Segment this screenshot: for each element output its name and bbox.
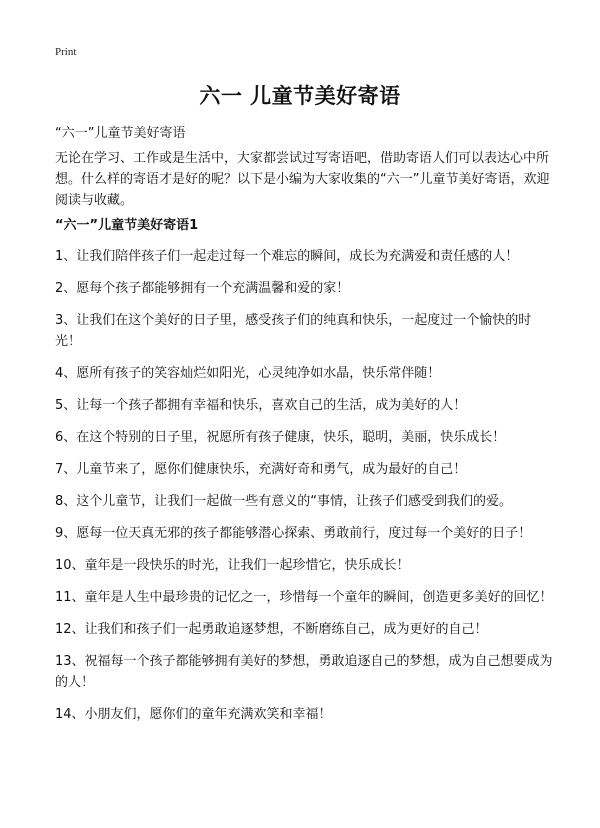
list-item: 11、童年是人生中最珍贵的记忆之一，珍惜每一个童年的瞬间，创造更多美好的回忆！ [55,590,553,605]
list-item: 3、让我们在这个美好的日子里，感受孩子们的纯真和快乐，一起度过一个愉快的时光！ [55,313,532,349]
wish-list [55,246,555,736]
list-item: 5、让每一个孩子都拥有幸福和快乐，喜欢自己的生活，成为美好的人！ [55,398,467,413]
list-item: 2、愿每个孩子都能够拥有一个充满温馨和爱的家！ [55,281,350,296]
print-link[interactable]: Print [55,46,77,58]
list-item: 14、小朋友们，愿你们的童年充满欢笑和幸福！ [55,707,332,722]
list-item: 13、祝福每一个孩子都能够拥有美好的梦想，勇敢追逐自己的梦想，成为自己想要成为的人！ [55,654,553,690]
page-title: 六一 儿童节美好寄语 [199,84,401,108]
intro-paragraph: 无论在学习、工作或是生活中，大家都尝试过写寄语吧，借助寄语人们可以表达心中所想。什么样的寄语才是好的呢？以下是小编为大家收集的“六一”儿童节美好寄语，欢迎阅读与收藏。 [55,151,550,208]
list-item: 7、儿童节来了，愿你们健康快乐，充满好奇和勇气，成为最好的自己！ [55,462,467,477]
list-item: 1、让我们陪伴孩子们一起走过每一个难忘的瞬间，成长为充满爱和责任感的人！ [55,249,519,264]
list-item: 10、童年是一段快乐的时光，让我们一起珍惜它，快乐成长！ [55,558,410,573]
list-item: 12、让我们和孩子们一起勇敢追逐梦想，不断磨练自己，成为更好的自己！ [55,622,488,637]
list-item: 8、这个儿童节，让我们一起做一些有意义的“事情，让孩子们感受到我们的爱。 [55,494,513,509]
list-item: 9、愿每一位天真无邪的孩子都能够潜心探索、勇敢前行，度过每一个美好的日子！ [55,526,532,541]
section-heading: “六一”儿童节美好寄语1 [55,218,199,233]
subtitle: “六一”儿童节美好寄语 [55,126,186,141]
list-item: 4、愿所有孩子的笑容灿烂如阳光，心灵纯净如水晶，快乐常伴随！ [55,366,441,381]
list-item: 6、在这个特别的日子里，祝愿所有孩子健康，快乐，聪明，美丽，快乐成长！ [55,430,506,445]
